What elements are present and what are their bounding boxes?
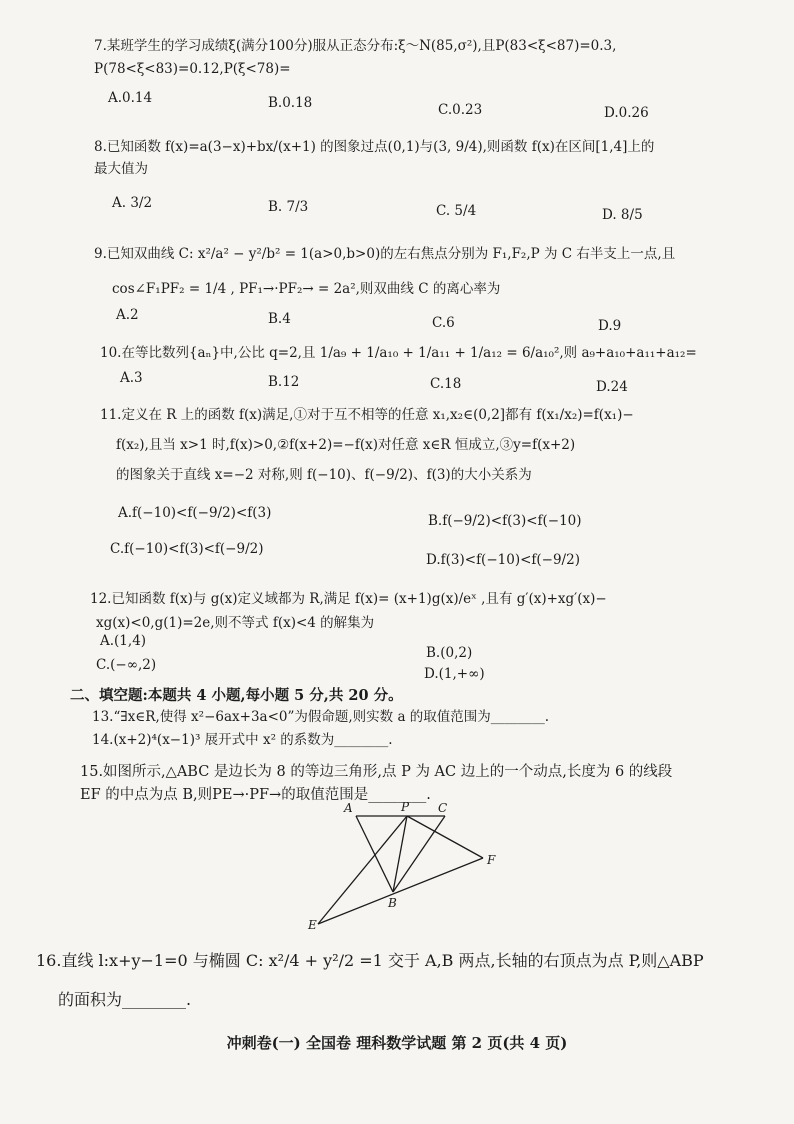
q7-option-d: D.0.26 bbox=[604, 105, 649, 121]
q11-option-d: D.f(3)<f(−10)<f(−9/2) bbox=[426, 552, 580, 568]
segment-AB bbox=[356, 816, 393, 892]
q13-text: 13.“∃x∈R,使得 x²−6ax+3a<0”为假命题,则实数 a 的取值范围为________. bbox=[92, 709, 550, 725]
q10-line1: 10.在等比数列{aₙ}中,公比 q=2,且 1/a₉ + 1/a₁₀ + 1/a₁₁ + 1/a₁₂ = 6/a₁₀²,则 a₉+a₁₀+a₁₁+a₁₂= bbox=[100, 345, 697, 361]
segment-PF bbox=[407, 816, 483, 858]
q12-line2: xg(x)<0,g(1)=2e,则不等式 f(x)<4 的解集为 bbox=[96, 615, 375, 631]
q16-line1: 16.直线 l:x+y−1=0 与椭圆 C: x²/4 + y²/2 =1 交于 A,B 两点,长轴的右顶点为点 P,则△ABP bbox=[36, 951, 704, 970]
q7-option-c: C.0.23 bbox=[438, 102, 483, 118]
q15-line2: EF 的中点为点 B,则PE→·PF→的取值范围是________. bbox=[80, 787, 431, 803]
q9-line1: 9.已知双曲线 C: x²/a² − y²/b² = 1(a>0,b>0)的左右焦点分别为 F₁,F₂,P 为 C 右半支上一点,且 bbox=[94, 246, 676, 262]
q9-option-c: C.6 bbox=[432, 315, 455, 331]
segment-EF bbox=[318, 858, 483, 924]
q9-option-a: A.2 bbox=[116, 307, 139, 323]
q14-text: 14.(x+2)⁴(x−1)³ 展开式中 x² 的系数为________. bbox=[92, 732, 393, 748]
q7-option-b: B.0.18 bbox=[268, 95, 313, 111]
q16-line2: 的面积为________. bbox=[58, 990, 192, 1009]
q8-option-a: A. 3/2 bbox=[112, 195, 153, 211]
q12-option-b: B.(0,2) bbox=[426, 645, 473, 661]
q15-line1: 15.如图所示,△ABC 是边长为 8 的等边三角形,点 P 为 AC 边上的一个动点,长度为 6 的线段 bbox=[80, 764, 673, 780]
q8-option-b: B. 7/3 bbox=[268, 199, 309, 215]
label-F: F bbox=[487, 853, 496, 867]
q9-line2: cos∠F₁PF₂ = 1/4 , PF₁→·PF₂→ = 2a²,则双曲线 C 的离心率为 bbox=[112, 281, 501, 297]
q9-option-d: D.9 bbox=[598, 318, 622, 334]
segment-CB bbox=[393, 816, 445, 892]
q12-option-c: C.(−∞,2) bbox=[96, 657, 157, 673]
q12-option-d: D.(1,+∞) bbox=[424, 666, 485, 682]
q8-option-d: D. 8/5 bbox=[602, 207, 643, 223]
q11-option-a: A.f(−10)<f(−9/2)<f(3) bbox=[118, 505, 272, 521]
q11-line1: 11.定义在 R 上的函数 f(x)满足,①对于互不相等的任意 x₁,x₂∈(0,2]都有 f(x₁/x₂)=f(x₁)− bbox=[100, 407, 634, 423]
label-A: A bbox=[344, 801, 353, 815]
segment-PB bbox=[393, 816, 407, 892]
q10-option-b: B.12 bbox=[268, 374, 300, 390]
label-P: P bbox=[401, 800, 410, 814]
section2-heading: 二、填空题:本题共 4 小题,每小题 5 分,共 20 分。 bbox=[70, 687, 403, 704]
q7-option-a: A.0.14 bbox=[108, 90, 153, 106]
label-B: B bbox=[388, 896, 397, 910]
q12-line1: 12.已知函数 f(x)与 g(x)定义域都为 R,满足 f(x)= (x+1)g(x)/eˣ ,且有 g′(x)+xg′(x)− bbox=[90, 591, 607, 607]
q10-option-a: A.3 bbox=[120, 370, 143, 386]
q10-option-c: C.18 bbox=[430, 376, 462, 392]
q10-option-d: D.24 bbox=[596, 379, 628, 395]
label-C: C bbox=[438, 801, 448, 815]
page-footer: 冲刺卷(一) 全国卷 理科数学试题 第 2 页(共 4 页) bbox=[226, 1034, 568, 1052]
q11-option-b: B.f(−9/2)<f(3)<f(−10) bbox=[428, 513, 582, 529]
q11-option-c: C.f(−10)<f(3)<f(−9/2) bbox=[110, 541, 264, 557]
q11-line2: f(x₂),且当 x>1 时,f(x)>0,②f(x+2)=−f(x)对任意 x∈R 恒成立,③y=f(x+2) bbox=[116, 437, 576, 453]
q8-option-c: C. 5/4 bbox=[436, 203, 477, 219]
q7-line2: P(78<ξ<83)=0.12,P(ξ<78)= bbox=[94, 61, 291, 77]
q8-line2: 最大值为 bbox=[94, 161, 148, 177]
q11-line3: 的图象关于直线 x=−2 对称,则 f(−10)、f(−9/2)、f(3)的大小关系为 bbox=[116, 467, 532, 483]
q12-option-a: A.(1,4) bbox=[100, 633, 147, 649]
q7-line1: 7.某班学生的学习成绩ξ(满分100分)服从正态分布:ξ～N(85,σ²),且P(83<ξ<87)=0.3, bbox=[94, 38, 617, 54]
triangle-figure bbox=[300, 800, 520, 935]
q8-line1: 8.已知函数 f(x)=a(3−x)+bx/(x+1) 的图象过点(0,1)与(3, 9/4),则函数 f(x)在区间[1,4]上的 bbox=[94, 139, 655, 155]
q9-option-b: B.4 bbox=[268, 311, 291, 327]
label-E: E bbox=[308, 918, 317, 932]
